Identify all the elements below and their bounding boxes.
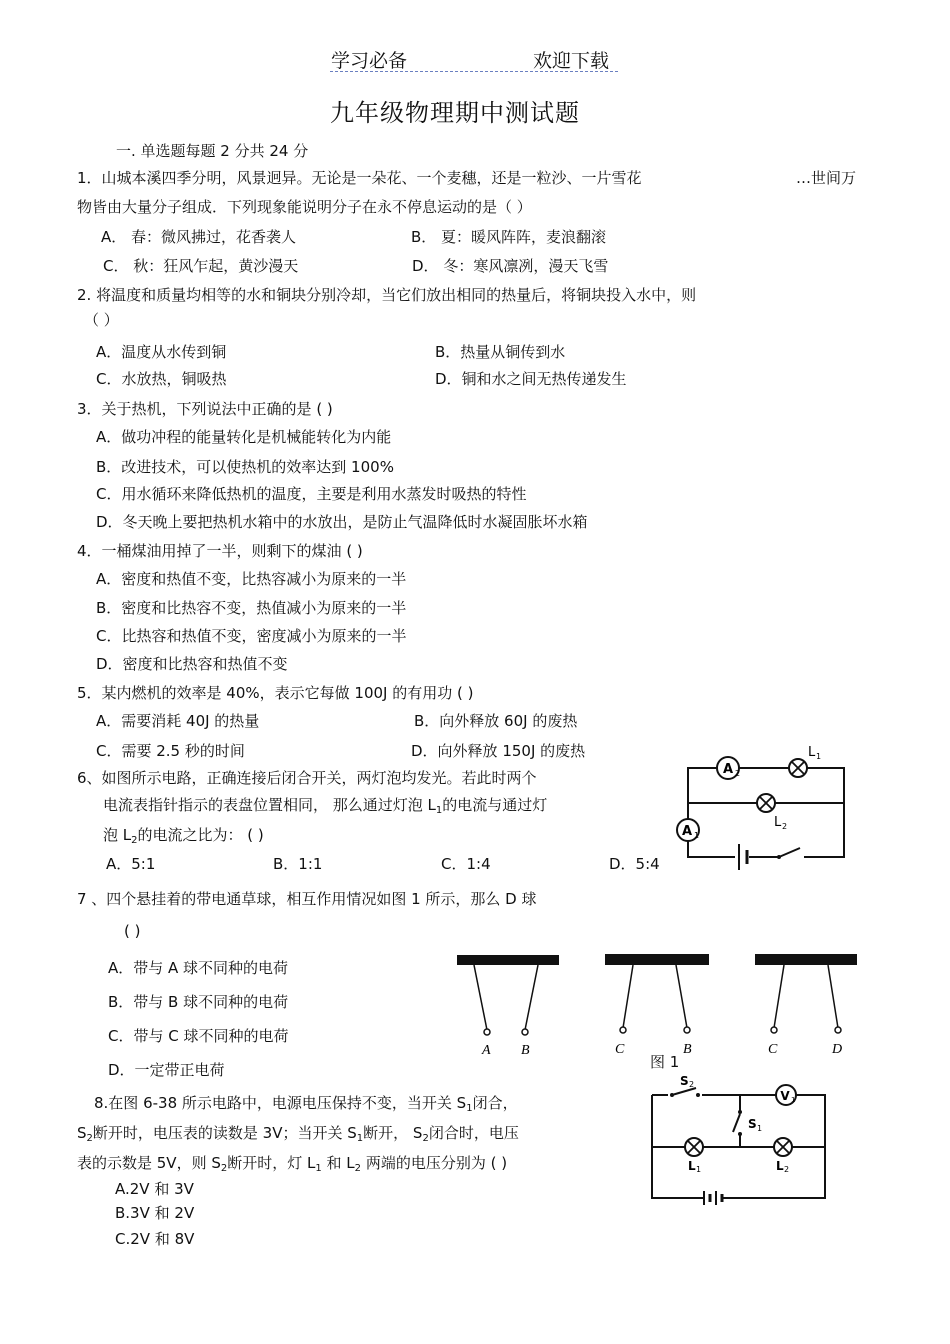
- support-bar-2: [605, 954, 709, 965]
- q6-label-l2: L: [774, 815, 782, 830]
- q6-option-c: C．1:4: [441, 855, 491, 873]
- q8-label-s2-sub: 2: [689, 1080, 695, 1089]
- q7-option-b: B．带与 B 球不同种的电荷: [108, 993, 289, 1011]
- ball-label-c-2: C: [768, 1042, 778, 1057]
- support-bar-1: [457, 955, 559, 965]
- ball-b: [522, 1029, 528, 1035]
- header-right: 欢迎下载: [533, 50, 610, 72]
- q8-label-l2: L: [776, 1159, 784, 1173]
- q8-option-b: B.3V 和 2V: [115, 1204, 195, 1222]
- q4-option-a: A．密度和热值不变，比热容减小为原来的一半: [96, 570, 407, 588]
- q6-line3: 泡 $L_2$的电流之比为： ( ): [103, 826, 264, 846]
- ammeter-a1-icon: [677, 819, 699, 841]
- q7-option-d: D．一定带正电荷: [108, 1061, 225, 1079]
- header-divider: [330, 71, 618, 72]
- q6-label-l1-sub: 1: [816, 752, 822, 761]
- section-heading: 一. 单选题每题 2 分共 24 分: [116, 142, 309, 160]
- q8-label-s1-sub: 1: [757, 1124, 763, 1133]
- q8-option-a: A.2V 和 3V: [115, 1180, 194, 1198]
- q7-option-a: A．带与 A 球不同种的电荷: [108, 959, 289, 977]
- lamp-l1-icon: [789, 759, 807, 777]
- q3-option-d: D．冬天晚上要把热机水箱中的水放出，是防止气温降低时水凝固胀坏水箱: [96, 513, 588, 531]
- q2-line1: 2. 将温度和质量均相等的水和铜块分别冷却，当它们放出相同的热量后，将铜块投入水中，则: [77, 286, 697, 304]
- q3-option-c: C．用水循环来降低热机的温度，主要是利用水蒸发时吸热的特性: [96, 485, 527, 503]
- voltmeter-icon: [776, 1085, 796, 1105]
- q4-option-b: B．密度和比热容不变，热值减小为原来的一半: [96, 599, 407, 617]
- ball-b-2: [684, 1027, 690, 1033]
- q8-line1: 8.在图 6-38 所示电路中，电源电压保持不变，当开关 $S_1$闭合，: [94, 1094, 518, 1114]
- q3-stem: 3．关于热机，下列说法中正确的是 ( ): [77, 400, 333, 418]
- q8-label-s1: S: [748, 1117, 757, 1131]
- q1-line1: 1．山城本溪四季分明，风景迥异。无论是一朵花、一个麦穗，还是一粒沙、一片雪花: [77, 169, 642, 187]
- q8-label-l1: L: [688, 1159, 696, 1173]
- q1-option-d: D． 冬：寒风凛冽，漫天飞雪: [412, 257, 609, 275]
- q4-option-c: C．比热容和热值不变，密度减小为原来的一半: [96, 627, 407, 645]
- q8-line2: $S_2$断开时，电压表的读数是 3V；当开关 $S_1$断开， $S_2$闭合时，电压: [77, 1124, 519, 1144]
- q8-label-l1-sub: 1: [696, 1165, 702, 1174]
- svg-text:V: V: [780, 1089, 790, 1103]
- ball-label-a: A: [482, 1043, 491, 1058]
- q1-line2: 物皆由大量分子组成．下列现象能说明分子在永不停息运动的是（ ）: [77, 198, 532, 216]
- q8-option-c: C.2V 和 8V: [115, 1230, 195, 1248]
- q5-option-b: B．向外释放 60J 的废热: [414, 712, 578, 730]
- q2-option-a: A．温度从水传到铜: [96, 343, 227, 361]
- ammeter-a2-icon: [717, 757, 740, 779]
- q7-option-c: C．带与 C 球不同种的电荷: [108, 1027, 289, 1045]
- ball-label-b-2: B: [683, 1042, 692, 1057]
- q6-option-b: B．1:1: [273, 855, 323, 873]
- ball-label-d: D: [832, 1042, 843, 1057]
- q6-label-l2-sub: 2: [782, 822, 788, 831]
- q2-line2: （ ）: [84, 311, 119, 329]
- ball-label-c: C: [615, 1042, 625, 1057]
- q6-line1: 6、如图所示电路，正确连接后闭合开关，两灯泡均发光。若此时两个: [77, 769, 537, 787]
- q1-option-c: C． 秋：狂风乍起，黄沙漫天: [103, 257, 299, 275]
- svg-text:2: 2: [735, 769, 741, 778]
- q2-option-c: C．水放热，铜吸热: [96, 370, 227, 388]
- q2-option-d: D．铜和水之间无热传递发生: [435, 370, 627, 388]
- ball-label-b: B: [521, 1043, 530, 1058]
- q8-lamp-l2-icon: [774, 1138, 792, 1156]
- header-left: 学习必备: [331, 50, 408, 72]
- ball-c-2: [771, 1027, 777, 1033]
- q8-label-l2-sub: 2: [784, 1165, 790, 1174]
- q4-option-d: D．密度和比热容和热值不变: [96, 655, 288, 673]
- q8-lamp-l1-icon: [685, 1138, 703, 1156]
- ball-a: [484, 1029, 490, 1035]
- q7-stem: 7 、四个悬挂着的带电通草球，相互作用情况如图 1 所示，那么 D 球: [77, 890, 537, 908]
- page-title: 九年级物理期中测试题: [330, 99, 580, 127]
- q8-label-s2: S: [680, 1074, 689, 1088]
- q1-option-b: B． 夏：暖风阵阵，麦浪翻滚: [411, 228, 607, 246]
- support-bar-3: [755, 954, 857, 965]
- q6-option-d: D．5:4: [609, 855, 660, 873]
- q7-figure-pith-balls: [450, 950, 870, 1060]
- q6-line2: 电流表指针指示的表盘位置相同， 那么通过灯泡 $L_1$的电流与通过灯: [103, 796, 548, 816]
- q8-line3: 表的示数是 5V，则 $S_2$断开时，灯 $L_1$ 和 $L_2$ 两端的电压分别为 ( ): [77, 1154, 508, 1174]
- lamp-l2-icon: [757, 794, 775, 812]
- q5-option-d: D．向外释放 150J 的废热: [411, 742, 586, 760]
- q3-option-a: A．做功冲程的能量转化是机械能转化为内能: [96, 428, 392, 446]
- ball-c: [620, 1027, 626, 1033]
- q6-circuit-diagram: [670, 740, 860, 880]
- q6-option-a: A．5:1: [106, 855, 156, 873]
- q1-option-a: A． 春：微风拂过，花香袭人: [101, 228, 297, 246]
- svg-text:A: A: [681, 824, 693, 839]
- q4-stem: 4．一桶煤油用掉了一半，则剩下的煤油 ( ): [77, 542, 363, 560]
- svg-text:1: 1: [694, 831, 700, 840]
- q2-option-b: B．热量从铜传到水: [435, 343, 566, 361]
- q5-option-c: C．需要 2.5 秒的时间: [96, 742, 245, 760]
- q3-option-b: B．改进技术，可以使热机的效率达到 100%: [96, 458, 394, 476]
- ball-d: [835, 1027, 841, 1033]
- q5-stem: 5．某内燃机的效率是 40%，表示它每做 100J 的有用功 ( ): [77, 684, 474, 702]
- svg-text:1: 1: [791, 1096, 796, 1104]
- q1-line1-tail: …世间万: [796, 169, 857, 187]
- q7-paren: ( ): [124, 922, 141, 940]
- q5-option-a: A．需要消耗 40J 的热量: [96, 712, 260, 730]
- figure-1-caption: 图 1: [650, 1053, 680, 1071]
- q8-circuit-diagram: [640, 1070, 840, 1210]
- q6-label-l1: L: [808, 745, 816, 760]
- svg-text:A: A: [722, 762, 734, 777]
